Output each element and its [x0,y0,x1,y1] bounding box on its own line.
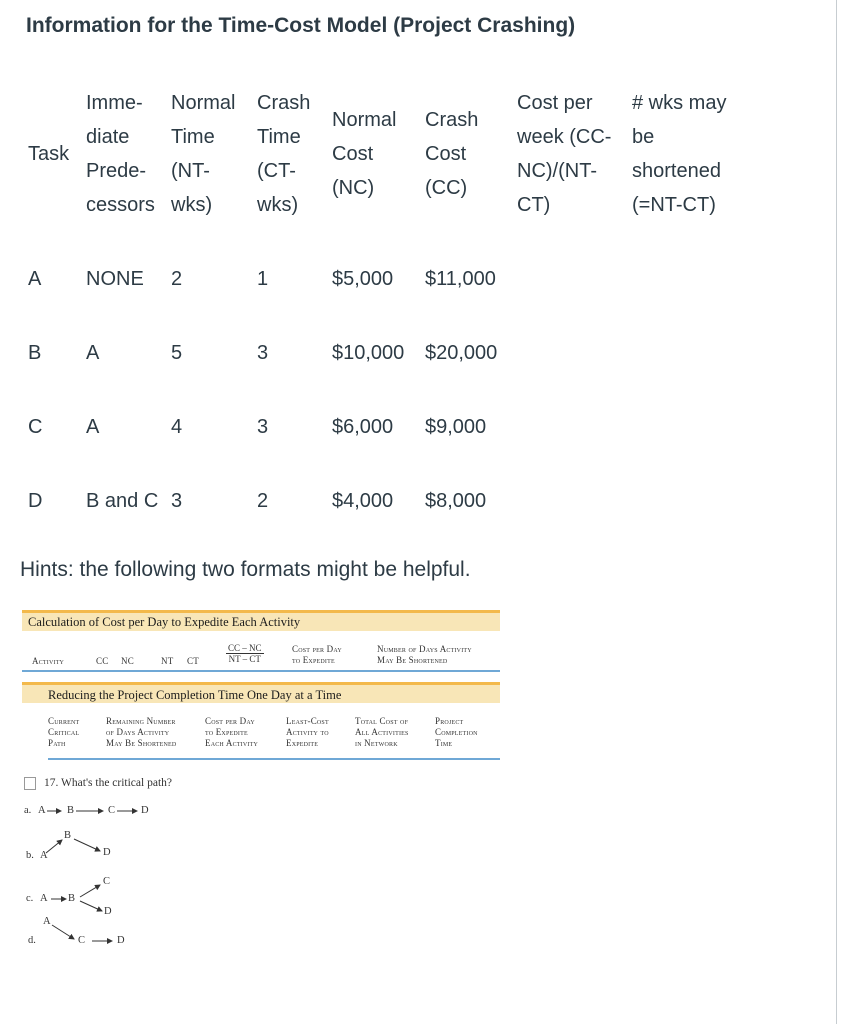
cell-cc: $9,000 [425,416,487,438]
header-wks-1: # wks may [632,92,727,114]
option-d-edge [52,925,74,939]
node-b: B [68,893,76,904]
format2-rule [48,758,500,760]
cell-nc: $4,000 [332,490,394,512]
header-wks-4: (=NT-CT) [632,194,716,216]
question-text: 17. What's the critical path? [44,777,172,789]
f1-frac-den: NT – CT [228,654,261,664]
cell-cc: $20,000 [425,342,498,364]
header-nc-2: Cost [332,143,374,165]
f1-col-activity: Activity [32,656,65,666]
node-c: C [78,935,86,946]
cell-cc: $8,000 [425,490,487,512]
format2-title: Reducing the Project Completion Time One Day at a Time [48,688,342,702]
cell-nc: $6,000 [332,416,394,438]
header-ct-3: (CT- [257,160,296,182]
header-wks-3: shortened [632,160,721,182]
cell-pred: A [86,342,100,364]
f1-days-short-2: May Be Shortened [377,655,448,665]
cell-nt: 3 [171,490,183,512]
cell-task: D [28,490,43,512]
node-a: A [40,893,48,904]
hint-text: Hints: the following two formats might be helpful. [20,558,471,581]
option-b-edge [46,840,62,853]
cell-pred: A [86,416,100,438]
header-pred-2: diate [86,126,130,148]
option-d-label: d. [28,935,36,946]
cell-ct: 1 [257,268,269,290]
format1-rule [22,670,500,672]
header-wks-2: be [632,126,655,148]
f1-frac-num: CC – NC [228,643,262,653]
cell-ct: 3 [257,342,269,364]
cell-ct: 3 [257,416,269,438]
cell-nt: 2 [171,268,183,290]
header-pred-1: Imme- [86,92,143,114]
header-cpw-3: NC)/(NT- [517,160,597,182]
header-cpw-4: CT) [517,194,551,216]
formats-image: Calculation of Cost per Day to Expedite Each Activity Activity CC NC NT CT $\frac{CC - NC}{NT - CT}$ Cost per Day to Expedite Number of Days Activity May Be Shortened Reducing the Project Completion Time One Day at a Time Current Critical Path Remaining Number of Days Activity May Be Shortened Cost per Day to Expedite Each Activity Least-Cost Activity to Expedite Total Cost of All Activities in Network Project Completion Time [22,608,502,766]
f1-col-ct: CT [187,656,199,666]
header-ct-4: wks) [257,194,299,216]
cell-nt: 5 [171,342,183,364]
header-nt-3: (NT- [171,160,210,182]
format1-title: Calculation of Cost per Day to Expedite Each Activity [28,615,301,629]
cell-cc: $11,000 [425,268,496,290]
cell-task: C [28,416,43,438]
node-c: C [108,805,116,816]
header-nt-4: wks) [171,194,213,216]
f1-col-cc: CC [96,656,109,666]
f1-cost-per-day-2: to Expedite [292,655,335,665]
node-a: A [43,916,51,927]
question-block [24,775,324,975]
f1-col-nt: NT [161,656,174,666]
option-c-label: c. [26,893,34,904]
node-d: D [117,935,125,946]
f1-cost-per-day-1: Cost per Day [292,644,342,654]
header-nc-1: Normal [332,109,397,131]
header-ct-2: Time [257,126,301,148]
option-c-edge [80,885,100,897]
node-d: D [104,906,112,917]
header-nt-2: Time [171,126,215,148]
f1-fraction [226,643,264,664]
cell-nt: 4 [171,416,183,438]
cell-nc: $10,000 [332,342,405,364]
header-pred-3: Prede- [86,160,147,182]
node-d: D [141,805,149,816]
header-task: Task [28,143,70,165]
cell-task: B [28,342,42,364]
node-b: B [67,805,75,816]
option-c-edge [80,901,102,911]
page-title: Information for the Time-Cost Model (Project Crashing) [26,14,576,37]
cell-pred: B and C [86,490,159,512]
header-cpw-1: Cost per [517,92,593,114]
f1-days-short-1: Number of Days Activity [377,644,472,654]
cell-ct: 2 [257,490,269,512]
node-c: C [103,876,111,887]
header-cc-1: Crash [425,109,479,131]
node-b: B [64,830,72,841]
header-ct-1: Crash [257,92,311,114]
cell-task: A [28,268,42,290]
node-d: D [103,847,111,858]
cell-nc: $5,000 [332,268,394,290]
node-a: A [38,805,46,816]
node-a: A [40,850,48,861]
header-pred-4: cessors [86,194,155,216]
cell-pred: NONE [86,268,144,290]
header-cc-3: (CC) [425,177,468,199]
option-a-label: a. [24,805,32,816]
f1-col-nc: NC [121,656,134,666]
header-cpw-2: week (CC- [517,126,612,148]
option-b-edge [74,839,100,851]
page-border [836,0,837,1024]
header-nc-3: (NC) [332,177,375,199]
header-nt-1: Normal [171,92,236,114]
header-cc-2: Cost [425,143,467,165]
option-b-label: b. [26,850,34,861]
